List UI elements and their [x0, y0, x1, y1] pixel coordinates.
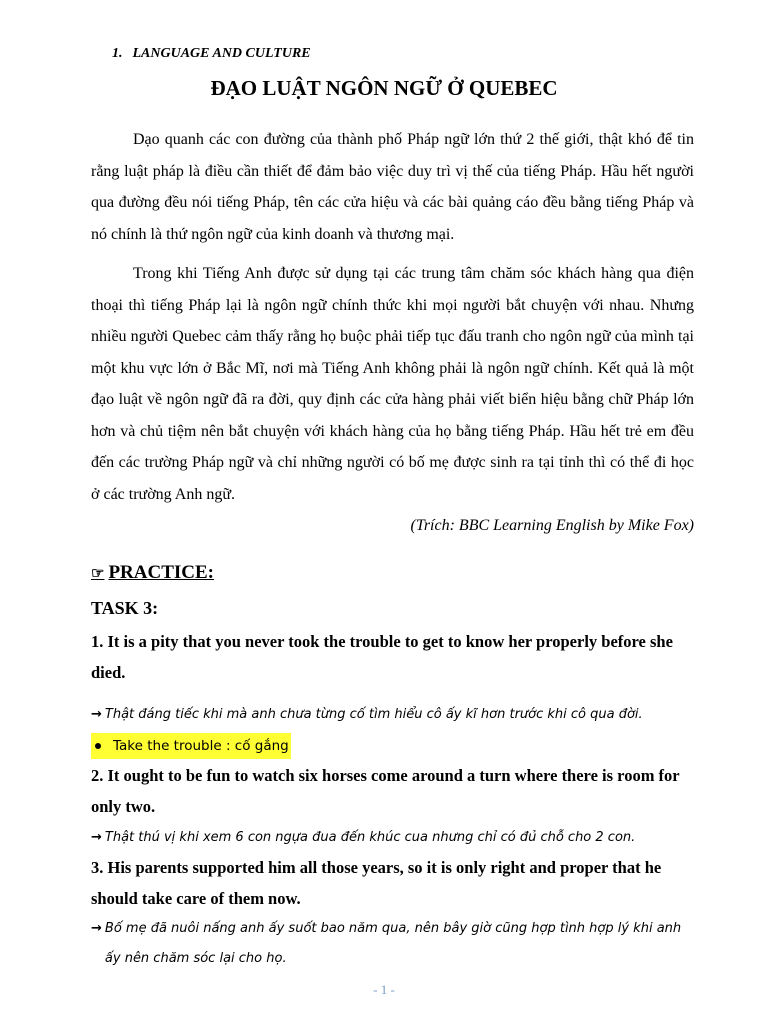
translation-2	[91, 823, 696, 853]
practice-heading-text: PRACTICE:	[108, 562, 215, 583]
task-label: TASK 3:	[91, 598, 159, 618]
question-3: 3. His parents supported him all those years, so it is only right and proper that he should take care of them now.	[91, 858, 662, 908]
translation-1	[91, 700, 696, 730]
section-number: 1.	[112, 46, 123, 61]
right-arrow-icon: →	[91, 707, 102, 722]
translation-3-text: Bố mẹ đã nuôi nấng anh ấy suốt bao năm qua, nên bây giờ cũng hợp tình hợp lý khi anh ấy nên chăm sóc lại cho họ.	[104, 921, 682, 966]
note-text: Take the trouble : cố gắng	[113, 738, 289, 754]
section-title: LANGUAGE AND CULTURE	[132, 46, 311, 61]
article-title: ĐẠO LUẬT NGÔN NGỮ Ở QUEBEC	[210, 76, 558, 100]
practice-heading	[91, 562, 214, 584]
question-2: 2. It ought to be fun to watch six horses come around a turn where there is room for only two.	[91, 766, 680, 816]
question-1: 1. It is a pity that you never took the trouble to get to know her properly before she died.	[91, 632, 673, 682]
bullet-icon	[95, 743, 101, 749]
translation-1-text: Thật đáng tiếc khi mà anh chưa từng cố tìm hiểu cô ấy kĩ hơn trước khi cô qua đời.	[104, 707, 643, 722]
highlighted-note	[91, 733, 291, 759]
article-paragraph-2: Trong khi Tiếng Anh được sử dụng tại các trung tâm chăm sóc khách hàng qua điện thoại thì tiếng Pháp lại là ngôn ngữ chính thức khi mọi người bắt chuyện với nhau. Nhưng nhiều người Quebec cảm thấy rằng họ buộc phải tiếp tục đấu tranh cho ngôn ngữ của mình tại một khu vực lớn ở Bắc Mĩ, nơi mà Tiếng Anh không phải là ngôn ngữ chính. Kết quả là một đạo luật về ngôn ngữ đã ra đời, quy định các cửa hàng phải viết biển hiệu bằng chữ Pháp lớn hơn và chủ tiệm nên bắt chuyện với khách hàng của họ bằng tiếng Pháp. Hầu hết trẻ em đều đến các trường Pháp ngữ và chỉ những người có bố mẹ được sinh ra tại tỉnh thì có thể đi học ở các trường Anh ngữ.	[91, 265, 694, 503]
citation: (Trích: BBC Learning English by Mike Fox)	[410, 517, 694, 534]
section-heading	[112, 46, 311, 62]
translation-3	[91, 914, 696, 974]
right-arrow-icon: →	[91, 830, 102, 845]
article-paragraph-1: Dạo quanh các con đường của thành phố Pháp ngữ lớn thứ 2 thế giới, thật khó để tin rằng luật pháp là điều cần thiết để đảm bảo việc duy trì vị thế của tiếng Pháp. Hầu hết người qua đường đều nói tiếng Pháp, tên các cửa hiệu và các bài quảng cáo đều bằng tiếng Pháp và nó chính là thứ ngôn ngữ của kinh doanh và thương mại.	[91, 131, 694, 243]
pointing-hand-icon: ☞	[91, 565, 105, 582]
right-arrow-icon: →	[91, 921, 102, 936]
page-number: - 1 -	[373, 982, 395, 997]
translation-2-text: Thật thú vị khi xem 6 con ngựa đua đến khúc cua nhưng chỉ có đủ chỗ cho 2 con.	[104, 830, 636, 845]
